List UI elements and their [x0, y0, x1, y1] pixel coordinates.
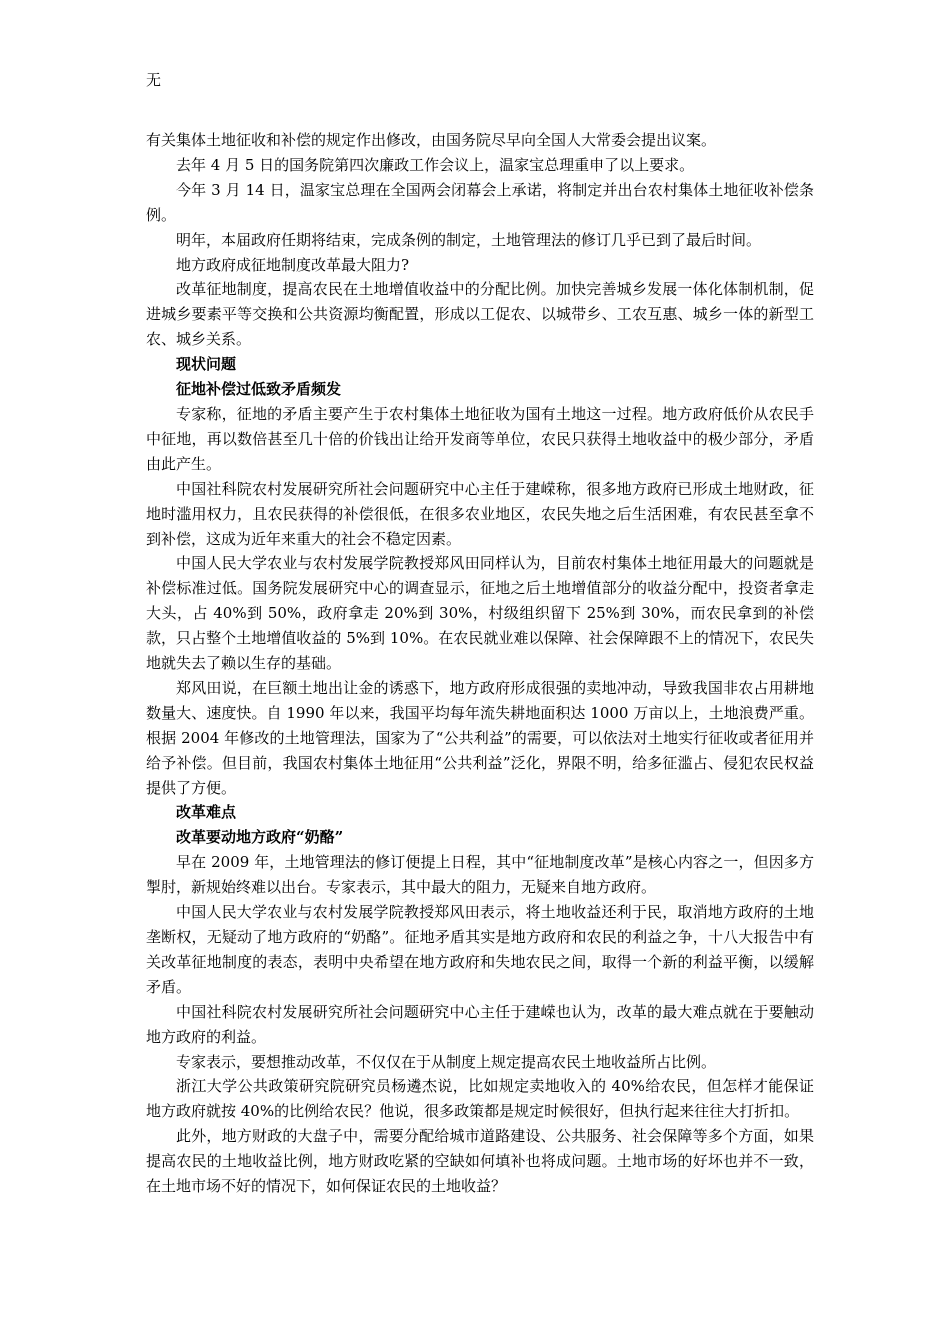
paragraph: 改革征地制度，提高农民在土地增值收益中的分配比例。加快完善城乡发展一体化体制机制，促进城乡要素平等交换和公共资源均衡配置，形成以工促农、以城带乡、工农互惠、城乡一体的新型工农、城乡关系。	[146, 280, 814, 349]
paragraph: 中国社科院农村发展研究所社会问题研究中心主任于建嵘称，很多地方政府已形成土地财政，征地时滥用权力，且农民获得的补偿很低，在很多农业地区，农民失地之后生活困难，有农民甚至拿不到补偿，这成为近年来重大的社会不稳定因素。	[146, 479, 814, 548]
paragraph: 浙江大学公共政策研究院研究员杨遴杰说，比如规定卖地收入的 40%给农民，但怎样才能保证地方政府就按 40%的比例给农民？他说，很多政策都是规定时候很好，但执行起来往往大打折扣。	[146, 1077, 814, 1121]
section-heading: 现状问题	[176, 355, 237, 374]
section-subheading: 征地补偿过低致矛盾频发	[176, 380, 342, 399]
paragraph: 中国社科院农村发展研究所社会问题研究中心主任于建嵘也认为，改革的最大难点就在于要触动地方政府的利益。	[146, 1002, 814, 1046]
paragraph: 有关集体土地征收和补偿的规定作出修改，由国务院尽早向全国人大常委会提出议案。	[146, 131, 717, 149]
article-body	[146, 128, 814, 1199]
paragraph: 明年，本届政府任期将结束，完成条例的制定，土地管理法的修订几乎已到了最后时间。	[176, 230, 762, 249]
section-subheading: 改革要动地方政府“奶酪”	[176, 828, 344, 847]
section-heading: 改革难点	[176, 803, 237, 822]
paragraph: 郑风田说，在巨额土地出让金的诱惑下，地方政府形成很强的卖地冲动，导致我国非农占用耕地数量大、速度快。自 1990 年以来，我国平均每年流失耕地面积达 1000 万亩以上，土地浪费严重。根据 2004 年修改的土地管理法，国家为了“公共利益”的需要，可以依法对土地实行征收或者征用并给予补偿。但目前，我国农村集体土地征用“公共利益”泛化，界限不明，给多征滥占、侵犯农民权益提供了方便。	[146, 678, 814, 797]
paragraph: 专家表示，要想推动改革，不仅仅在于从制度上规定提高农民土地收益所占比例。	[176, 1052, 717, 1071]
paragraph: 此外，地方财政的大盘子中，需要分配给城市道路建设、公共服务、社会保障等多个方面，如果提高农民的土地收益比例，地方财政吃紧的空缺如何填补也将成问题。土地市场的好坏也并不一致，在土地市场不好的情况下，如何保证农民的土地收益？	[146, 1127, 814, 1196]
paragraph: 专家称，征地的矛盾主要产生于农村集体土地征收为国有土地这一过程。地方政府低价从农民手中征地，再以数倍甚至几十倍的价钱出让给开发商等单位，农民只获得土地收益中的极少部分，矛盾由此产生。	[146, 404, 814, 473]
paragraph: 今年 3 月 14 日，温家宝总理在全国两会闭幕会上承诺，将制定并出台农村集体土地征收补偿条例。	[146, 180, 814, 224]
paragraph: 中国人民大学农业与农村发展学院教授郑风田同样认为，目前农村集体土地征用最大的问题就是补偿标准过低。国务院发展研究中心的调查显示，征地之后土地增值部分的收益分配中，投资者拿走大头，占 40%到 50%，政府拿走 20%到 30%，村级组织留下 25%到 30%，而农民拿到的补偿款，只占整个土地增值收益的 5%到 10%。在农民就业难以保障、社会保障跟不上的情况下，农民失地就失去了赖以生存的基础。	[146, 554, 814, 673]
paragraph: 地方政府成征地制度改革最大阻力?	[176, 255, 410, 274]
paragraph: 去年 4 月 5 日的国务院第四次廉政工作会议上，温家宝总理重申了以上要求。	[176, 155, 695, 174]
page-header: 无	[146, 71, 162, 89]
paragraph: 早在 2009 年，土地管理法的修订便提上日程，其中“征地制度改革”是核心内容之一，但因多方掣肘，新规始终难以出台。专家表示，其中最大的阻力，无疑来自地方政府。	[146, 853, 814, 897]
paragraph: 中国人民大学农业与农村发展学院教授郑风田表示，将土地收益还利于民，取消地方政府的土地垄断权，无疑动了地方政府的“奶酪”。征地矛盾其实是地方政府和农民的利益之争，十八大报告中有关改革征地制度的表态，表明中央希望在地方政府和失地农民之间，取得一个新的利益平衡，以缓解矛盾。	[146, 903, 814, 996]
